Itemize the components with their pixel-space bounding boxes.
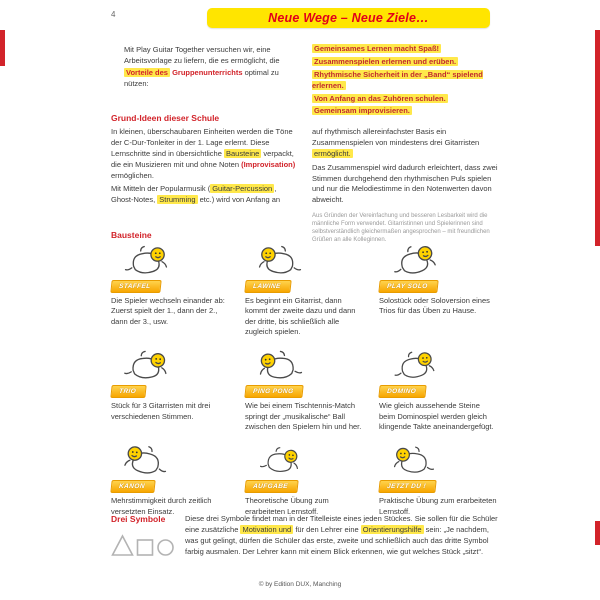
- baustein-card: [245, 243, 367, 337]
- grundideen-right-column: [312, 127, 499, 244]
- benefit-line: Rhythmische Sicherheit in der „Band“ spielend erlernen.: [312, 69, 483, 90]
- drei-symbole-paragraph: Diese drei Symbole findet man in der Titelleiste eines jeden Stückes. Sie sollen für die Schüler eine zusätzliche Motivation und für den Lehrer eine Orientierungshilfe sein: „Je nachdem, was gut gelingt, dürfen die Schüler das erste, zweite und schließlich auch das dritte Symbol farbig ausmalen. Der Lehrer kann mit einem Blick erkennen, wie gut welches Stück „sitzt“.: [185, 514, 498, 556]
- keyword-highlight: Guitar-Percussion: [212, 184, 273, 194]
- lawine-mascot-icon: [245, 243, 367, 275]
- baustein-card: [111, 243, 233, 337]
- baustein-description: Mehrstimmigkeit durch zeitlich versetzten Einsatz.: [111, 496, 212, 516]
- baustein-label: TRIO: [110, 385, 147, 398]
- square-icon: [136, 533, 154, 557]
- baustein-label: LAWINE: [244, 280, 291, 293]
- staffel-mascot-icon: [111, 243, 233, 275]
- title-banner: [207, 8, 490, 28]
- play-solo-mascot-icon: [379, 243, 501, 275]
- keyword-red: (Improvisation): [241, 159, 296, 169]
- ping-pong-mascot-icon: [245, 348, 367, 380]
- baustein-label: JETZT DU !: [378, 480, 436, 493]
- grundideen-heading: Grund-Ideen dieser Schule: [111, 113, 220, 123]
- drei-symbole-left: [111, 514, 175, 558]
- grundideen-left-column: [111, 127, 299, 244]
- symbol-shapes: [111, 533, 175, 557]
- page-edge-marker-right-bottom: [595, 521, 600, 545]
- benefit-line: Gemeinsam improvisieren.: [314, 106, 410, 116]
- baustein-description: Solostück oder Soloversion eines Trios für das Üben zu Hause.: [379, 296, 490, 316]
- benefits-list: [312, 44, 498, 119]
- grundideen-section: [111, 127, 499, 244]
- keyword-highlight: Motivation und: [242, 524, 292, 534]
- bausteine-grid: [111, 243, 501, 517]
- baustein-card: [245, 443, 367, 517]
- footer-credit: © by Edition DUX, Manching: [258, 581, 342, 588]
- bausteine-heading: Bausteine: [111, 230, 152, 240]
- keyword-highlight: Orientierungshilfe: [362, 524, 422, 534]
- benefit-line: Von Anfang an das Zuhören schulen.: [314, 93, 446, 103]
- intro-section: [124, 44, 498, 119]
- keyword-highlight: Strumming: [159, 195, 196, 205]
- keyword-highlight: ermöglicht.: [314, 148, 351, 158]
- baustein-description: Wie bei einem Tischtennis-Match springt der „musikalische“ Ball zwischen den Spielern hin und her.: [245, 401, 362, 432]
- baustein-label: STAFFEL: [110, 280, 161, 293]
- grundideen-paragraph: Mit Mitteln der Popularmusik ( Guitar-Percussion , Ghost-Notes, Strumming etc.) wird von Anfang an: [111, 184, 281, 205]
- jetzt-du-mascot-icon: [379, 443, 501, 475]
- baustein-card: [379, 348, 501, 432]
- baustein-card: [379, 243, 501, 337]
- baustein-description: Stück für 3 Gitarristen mit drei verschiedenen Stimmen.: [111, 401, 211, 421]
- baustein-description: Die Spieler wechseln einander ab: Zuerst spielt der 1., dann der 2., dann der 3., usw.: [111, 296, 225, 326]
- page-number: 4: [111, 10, 116, 19]
- baustein-description: Praktische Übung zum erarbeiteten Lernstoff.: [379, 496, 497, 516]
- baustein-description: Theoretische Übung zum erarbeiteten Lernstoff.: [245, 496, 329, 516]
- benefit-line: Zusammenspielen erlernen und erüben.: [314, 56, 457, 66]
- aufgabe-mascot-icon: [245, 443, 367, 475]
- intro-keyword: Gruppenunterrichts: [172, 67, 243, 77]
- intro-highlight: Vorteile des: [126, 67, 168, 77]
- baustein-description: Wie gleich aussehende Steine beim Dominospiel werden gleich klingende Takte aneinandergefügt.: [379, 401, 494, 432]
- baustein-card: [379, 443, 501, 517]
- page-title: Neue Wege – Neue Ziele…: [268, 11, 429, 25]
- trio-mascot-icon: [111, 348, 233, 380]
- grundideen-paragraph: In kleinen, überschaubaren Einheiten werden die Töne der C-Dur-Tonleiter in der 1. Lage erlernt. Diese Lernschritte sind in übersichtliche Bausteine verpackt, die ein Musizieren mit und ohne Noten (Improvisation) ermöglichen.: [111, 127, 296, 180]
- benefit-line: Gemeinsames Lernen macht Spaß!: [314, 44, 440, 53]
- keyword-highlight: Bausteine: [225, 148, 260, 158]
- drei-symbole-heading: Drei Symbole: [111, 514, 166, 524]
- grundideen-paragraph: Das Zusammenspiel wird dadurch erleichtert, dass zwei Stimmen durchgehend den rhythmischen Puls spielen und nur die Melodiestimme in den Notenwerten davon abweicht.: [312, 162, 498, 205]
- baustein-label: PING PONG: [244, 385, 304, 398]
- triangle-icon: [111, 533, 134, 557]
- fine-print: Aus Gründen der Vereinfachung und besseren Lesbarkeit wird die männliche Form verwendet. Gitarristinnen und Spielerinnen sind selbstverständlich gleichermaßen angesprochen – mit freundlichen Grüßen an alle Kolleginnen.: [312, 213, 490, 243]
- baustein-card: [111, 443, 233, 517]
- baustein-label: KANON: [110, 480, 155, 493]
- circle-icon: [156, 533, 175, 557]
- baustein-label: AUFGABE: [244, 480, 298, 493]
- page-edge-marker-right-top: [595, 30, 600, 246]
- intro-paragraph: Mit Play Guitar Together versuchen wir, eine Arbeitsvorlage zu liefern, die es ermöglicht, die Vorteile des Gruppenunterrichts optimal zu nützen:: [124, 45, 280, 88]
- domino-mascot-icon: [379, 348, 501, 380]
- drei-symbole-section: [111, 514, 503, 558]
- baustein-label: DOMINO: [378, 385, 426, 398]
- page-edge-marker-left: [0, 30, 5, 66]
- baustein-label: PLAY SOLO: [378, 280, 438, 293]
- baustein-card: [111, 348, 233, 432]
- grundideen-paragraph: auf rhythmisch allereinfachster Basis ein Zusammenspielen von mindestens drei Gitarristen ermöglicht.: [312, 127, 480, 158]
- intro-text: Mit Play Guitar Together versuchen wir, eine Arbeitsvorlage zu liefern, die es ermöglicht, die: [124, 45, 280, 66]
- kanon-mascot-icon: [111, 443, 233, 475]
- baustein-card: [245, 348, 367, 432]
- baustein-description: Es beginnt ein Gitarrist, dann kommt der zweite dazu und dann der dritte, bis schließlich alle zugleich spielen.: [245, 296, 356, 337]
